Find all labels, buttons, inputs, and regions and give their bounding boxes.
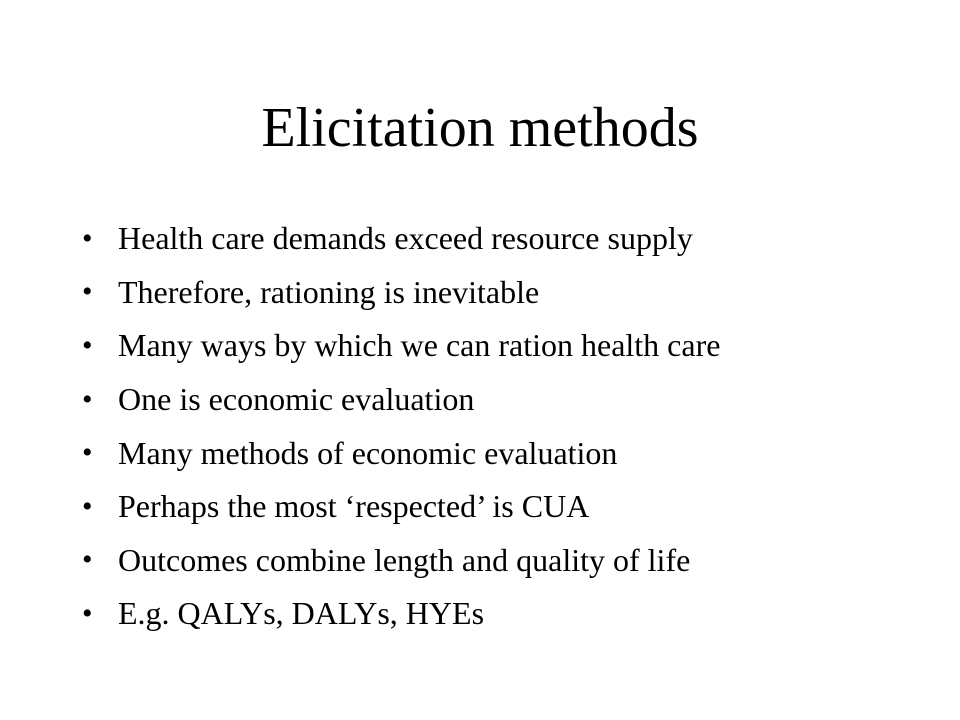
bullet-icon: • — [82, 436, 93, 470]
bullet-text: Perhaps the most ‘respected’ is CUA — [118, 488, 590, 525]
bullet-text: Outcomes combine length and quality of life — [118, 541, 691, 578]
bullet-text: E.g. QALYs, DALYs, HYEs — [118, 595, 485, 632]
slide-title: Elicitation methods — [261, 97, 699, 159]
bullet-icon: • — [82, 275, 93, 309]
bullet-text: Many ways by which we can ration health care — [118, 327, 721, 364]
bullet-item — [82, 426, 902, 480]
bullet-icon: • — [82, 328, 93, 362]
bullet-item — [82, 480, 902, 534]
bullet-item — [82, 212, 902, 266]
bullet-icon: • — [82, 221, 93, 255]
bullet-text: One is economic evaluation — [118, 381, 475, 418]
bullet-icon: • — [82, 543, 93, 577]
bullet-text: Health care demands exceed resource supply — [118, 220, 693, 257]
bullet-text: Many methods of economic evaluation — [118, 434, 618, 471]
bullet-item — [82, 319, 902, 373]
bullet-item — [82, 534, 902, 588]
bullet-icon: • — [82, 596, 93, 630]
bullet-icon: • — [82, 489, 93, 523]
bullet-text: Therefore, rationing is inevitable — [118, 273, 540, 310]
bullet-item — [82, 587, 902, 641]
bullet-icon: • — [82, 382, 93, 416]
bullet-item — [82, 266, 902, 320]
bullet-list — [82, 212, 902, 641]
bullet-item — [82, 373, 902, 427]
